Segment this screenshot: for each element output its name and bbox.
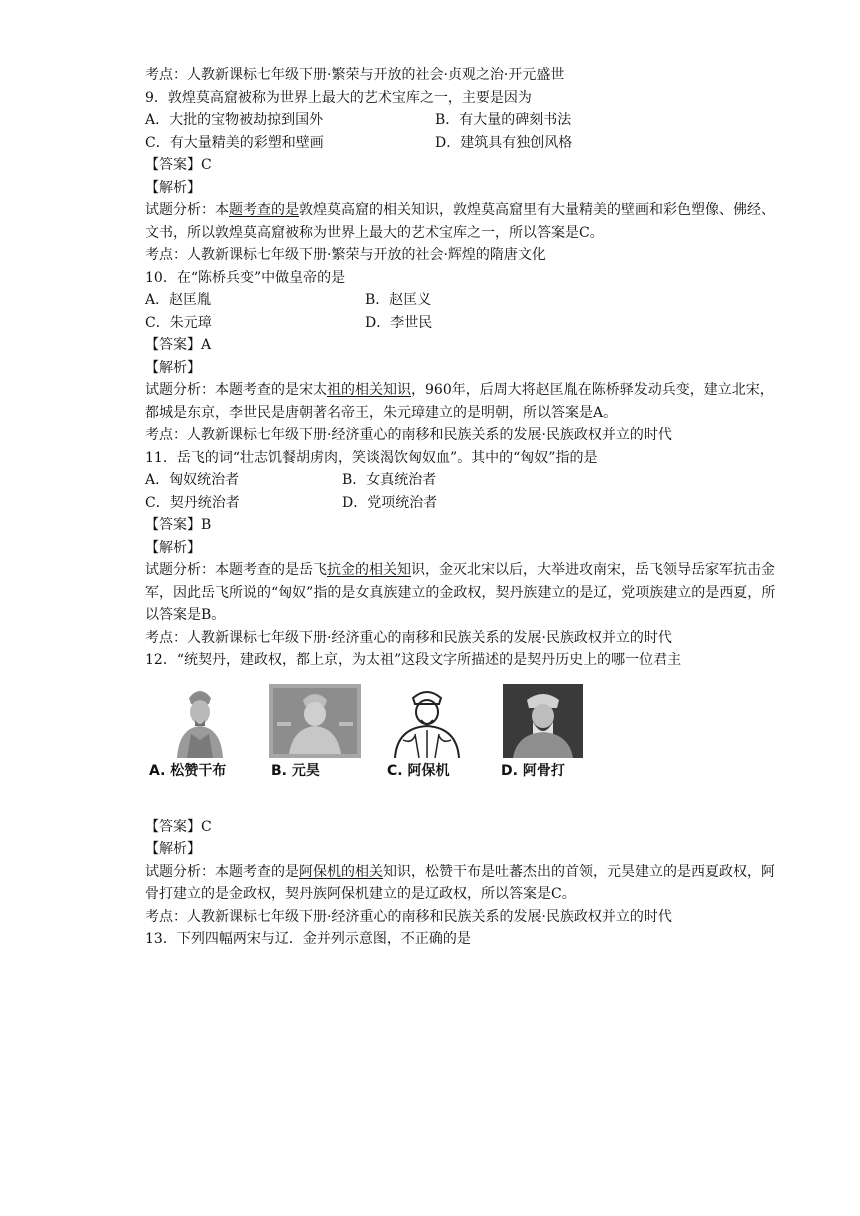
q13-stem: 13．下列四幅两宋与辽．金并列示意图，不正确的是 [145, 931, 471, 947]
q10-analysis-label: 【解析】 [145, 359, 201, 376]
q9-answer: 【答案】C [145, 157, 212, 173]
portrait-caption-c: C. 阿保机 [387, 762, 450, 779]
q8-point: 考点：人教新课标七年级下册·繁荣与开放的社会·贞观之治·开元盛世 [145, 67, 565, 83]
q10-option-d: D．李世民 [365, 314, 433, 331]
document-page [145, 64, 785, 951]
q12-answer: 【答案】C [145, 818, 212, 835]
q12-analysis: 试题分析：本题考查的是阿保机的相关知识，松赞干布是吐蕃杰出的首领，元昊建立的是西夏政权，阿骨打建立的是金政权，契丹族阿保机建立的是辽政权，所以答案是C。 [145, 863, 775, 902]
q9-point: 考点：人教新课标七年级下册·繁荣与开放的社会·辉煌的隋唐文化 [145, 247, 546, 263]
q10-point: 考点：人教新课标七年级下册·经济重心的南移和民族关系的发展·民族政权并立的时代 [145, 427, 672, 443]
q10-stem: 10．在“陈桥兵变”中做皇帝的是 [145, 269, 346, 286]
q11-point: 考点：人教新课标七年级下册·经济重心的南移和民族关系的发展·民族政权并立的时代 [145, 629, 672, 646]
q9-option-b: B．有大量的碑刻书法 [435, 112, 572, 128]
q10-answer: 【答案】A [145, 337, 212, 353]
portrait-caption-b: B. 元昊 [271, 762, 320, 779]
q11-answer: 【答案】B [145, 517, 212, 533]
q9-option-c: C．有大量精美的彩塑和壁画 [145, 134, 324, 151]
q11-options-row1 [145, 469, 785, 492]
q10-option-a: A．赵匡胤 [145, 292, 212, 308]
q10-options-row1 [145, 289, 785, 312]
q11-stem: 11．岳飞的词“壮志饥餐胡虏肉，笑谈渴饮匈奴血”。其中的“匈奴”指的是 [145, 449, 598, 466]
q11-option-b: B．女真统治者 [342, 472, 437, 488]
q9-stem: 9．敦煌莫高窟被称为世界上最大的艺术宝库之一，主要是因为 [145, 89, 532, 106]
q10-option-c: C．朱元璋 [145, 314, 212, 331]
portrait-caption-d: D. 阿骨打 [501, 762, 565, 779]
q9-analysis: 试题分析：本题考查的是敦煌莫高窟的相关知识，敦煌莫高窟里有大量精美的壁画和彩色塑像、佛经、文书，所以敦煌莫高窟被称为世界上最大的艺术宝库之一，所以答案是C。 [145, 202, 775, 241]
q9-options-row1 [145, 109, 785, 132]
portrait-a-songtsen-gampo [165, 684, 235, 758]
q9-option-d: D．建筑具有独创风格 [435, 134, 573, 151]
q9-option-a: A．大批的宝物被劫掠到国外 [145, 112, 324, 128]
q11-analysis-label: 【解析】 [145, 539, 201, 556]
q11-analysis: 试题分析：本题考查的是岳飞抗金的相关知识，金灭北宋以后，大举进攻南宋，岳飞领导岳家军抗击金军，因此岳飞所说的“匈奴”指的是女真族建立的金政权，契丹族建立的是辽，党项族建立的是西夏，所以答案是B。 [145, 562, 776, 623]
q10-option-b: B．赵匡义 [365, 292, 432, 308]
portrait-d-aguda [503, 684, 583, 758]
q12-portrait-figure [147, 684, 785, 780]
q12-point: 考点：人教新课标七年级下册·经济重心的南移和民族关系的发展·民族政权并立的时代 [145, 908, 672, 925]
q12-analysis-label: 【解析】 [145, 841, 201, 857]
portrait-caption-a: A. 松赞干布 [149, 762, 227, 779]
q11-option-d: D．党项统治者 [342, 494, 438, 511]
q9-options-row2 [145, 132, 785, 155]
q9-analysis-label: 【解析】 [145, 179, 201, 196]
q10-options-row2 [145, 312, 785, 335]
q11-option-a: A．匈奴统治者 [145, 472, 240, 488]
q11-options-row2 [145, 492, 785, 515]
q11-option-c: C．契丹统治者 [145, 494, 240, 511]
portrait-c-abaoji [385, 684, 469, 758]
portrait-b-yuanhao [269, 684, 361, 758]
q10-analysis: 试题分析：本题考查的是宋太祖的相关知识，960年，后周大将赵匡胤在陈桥驿发动兵变，建立北宋，都城是东京，李世民是唐朝著名帝王，朱元璋建立的是明朝，所以答案是A。 [145, 382, 774, 421]
q12-stem: 12．“统契丹，建政权，都上京，为太祖”这段文字所描述的是契丹历史上的哪一位君主 [145, 652, 682, 668]
